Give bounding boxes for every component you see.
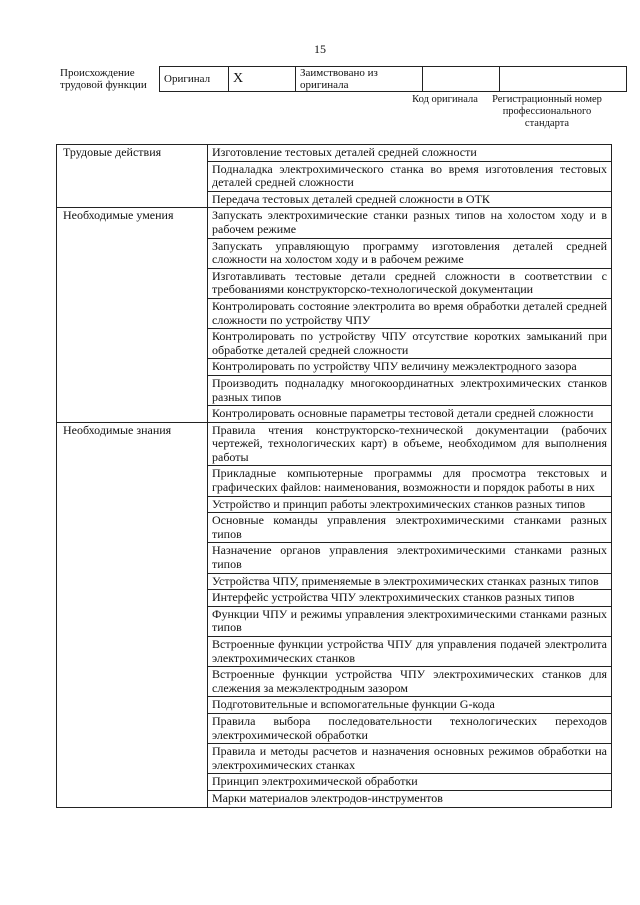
list-item: Производить подналадку многокоординатных электрохимических станков разных типов (208, 375, 612, 405)
list-item: Правила выбора последовательности технологических переходов электрохимической обработки (208, 713, 612, 743)
list-item: Изготовление тестовых деталей средней сложности (208, 145, 612, 162)
list-item: Прикладные компьютерные программы для просмотра текстовых и графических файлов: наименования, возможности и порядок работы в них (208, 466, 612, 496)
list-item: Назначение органов управления электрохимическими станками разных типов (208, 543, 612, 573)
origin-table (56, 66, 627, 92)
list-item: Подналадка электрохимического станка во время изготовления тестовых деталей средней сложности (208, 161, 612, 191)
list-item: Встроенные функции устройства ЧПУ для управления подачей электролита электрохимических станков (208, 637, 612, 667)
list-item: Функции ЧПУ и режимы управления электрохимическими станками разных типов (208, 606, 612, 636)
code-caption: Код оригинала (412, 94, 478, 105)
reg-number-cell (500, 67, 627, 92)
original-cell: Оригинал (160, 67, 229, 92)
list-item: Правила чтения конструкторско-технической документации (рабочих чертежей, технологических карт) в объеме, необходимом для выполнения работы (208, 422, 612, 466)
function-table (56, 144, 612, 808)
list-item: Встроенные функции устройства ЧПУ электрохимических станков для слежения за межэлектродным зазором (208, 667, 612, 697)
table-row (57, 422, 612, 466)
list-item: Устройства ЧПУ, применяемые в электрохимических станках разных типов (208, 573, 612, 590)
group-title: Трудовые действия (57, 145, 208, 208)
group-title: Необходимые умения (57, 208, 208, 422)
list-item: Марки материалов электродов-инструментов (208, 790, 612, 807)
list-item: Запускать электрохимические станки разных типов на холостом ходу и в рабочем режиме (208, 208, 612, 238)
page-number: 15 (314, 42, 326, 56)
list-item: Запускать управляющую программу изготовления деталей средней сложности на холостом ходу и в рабочем режиме (208, 238, 612, 268)
list-item: Принцип электрохимической обработки (208, 774, 612, 791)
table-row (57, 208, 612, 238)
list-item: Основные команды управления электрохимическими станками разных типов (208, 513, 612, 543)
list-item: Контролировать по устройству ЧПУ отсутствие коротких замыканий при обработке деталей средней сложности (208, 329, 612, 359)
list-item: Интерфейс устройства ЧПУ электрохимических станков разных типов (208, 590, 612, 607)
list-item: Подготовительные и вспомогательные функции G-кода (208, 697, 612, 714)
list-item: Передача тестовых деталей средней сложности в ОТК (208, 191, 612, 208)
list-item: Правила и методы расчетов и назначения основных режимов обработки на электрохимических станках (208, 744, 612, 774)
reg-caption: Регистрационный номер профессионального стандарта (492, 94, 602, 129)
list-item: Контролировать состояние электролита во время обработки деталей средней сложности по устройству ЧПУ (208, 298, 612, 328)
list-item: Устройство и принцип работы электрохимических станков разных типов (208, 496, 612, 513)
group-title: Необходимые знания (57, 422, 208, 807)
list-item: Контролировать основные параметры тестовой детали средней сложности (208, 406, 612, 423)
original-mark: X (229, 67, 296, 92)
origin-label: Происхождение трудовой функции (60, 67, 147, 91)
list-item: Изготавливать тестовые детали средней сложности в соответствии с требованиями конструкторско-технологической документации (208, 268, 612, 298)
code-cell (423, 67, 500, 92)
table-row (57, 145, 612, 162)
borrowed-cell: Заимствовано из оригинала (296, 67, 423, 92)
list-item: Контролировать по устройству ЧПУ величину межэлектродного зазора (208, 359, 612, 376)
